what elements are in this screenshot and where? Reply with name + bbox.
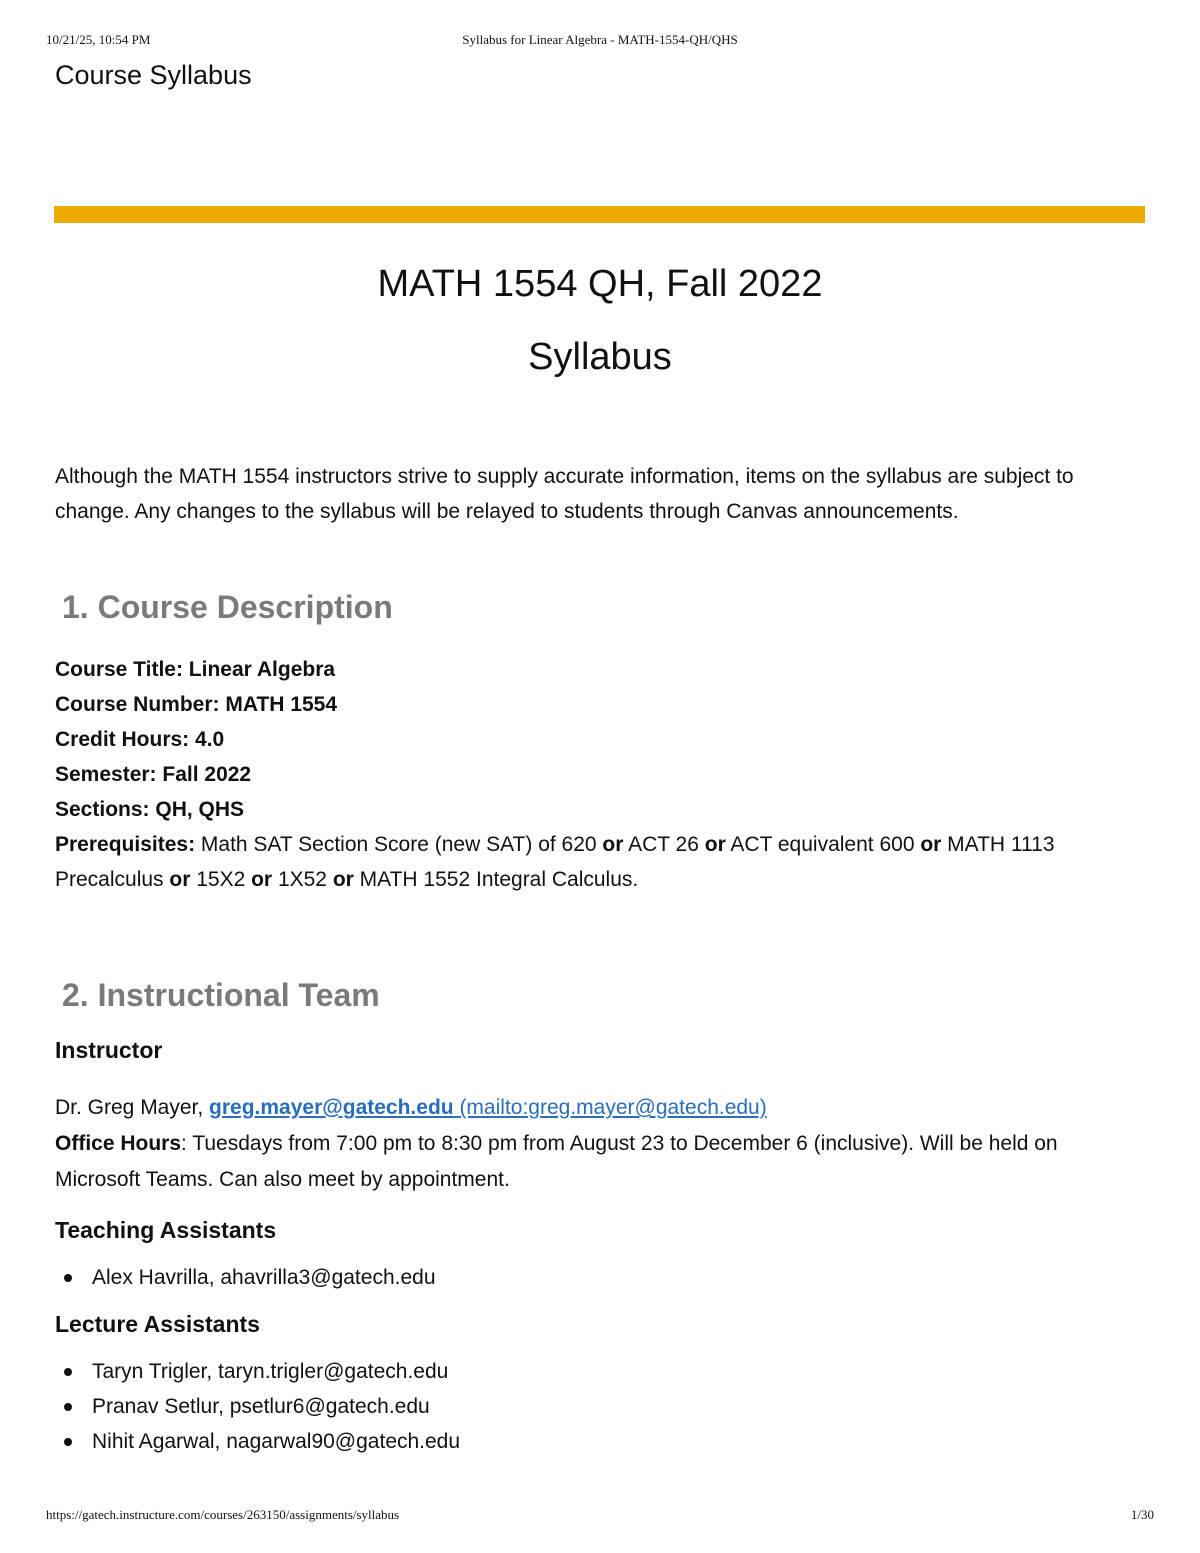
prereq-text: 15X2 (190, 868, 252, 891)
office-hours-text: : Tuesdays from 7:00 pm to 8:30 pm from August 23 to December 6 (inclusive). Will be held on Microsoft Teams. Can also meet by appointment. (55, 1132, 1058, 1191)
section-heading-course-description: 1. Course Description (62, 589, 393, 625)
prereq-or: or (704, 833, 726, 856)
list-item (62, 1260, 436, 1295)
section-heading-instructional-team: 2. Instructional Team (62, 977, 380, 1013)
prereq-or: or (332, 868, 354, 891)
prereq-or: or (602, 833, 624, 856)
semester-line: Semester: Fall 2022 (55, 763, 252, 786)
credit-hours-line: Credit Hours: 4.0 (55, 728, 225, 751)
bullet-icon (64, 1438, 72, 1446)
list-item-text: Taryn Trigler, taryn.trigler@gatech.edu (92, 1360, 449, 1383)
print-date: 10/21/25, 10:54 PM (46, 32, 151, 47)
list-item-text: Pranav Setlur, psetlur6@gatech.edu (92, 1395, 430, 1418)
instructor-contact-line (55, 1090, 1145, 1126)
office-hours-label: Office Hours (55, 1132, 182, 1155)
lecture-assistants-list (62, 1354, 460, 1459)
intro-paragraph: Although the MATH 1554 instructors strive to supply accurate information, items on the syllabus are subject to change. Any changes to the syllabus will be relayed to students through Canvas announcements. (55, 465, 1074, 523)
list-item (62, 1389, 460, 1424)
prereq-text: Math SAT Section Score (new SAT) of 620 (195, 833, 603, 856)
course-title-heading: MATH 1554 QH, Fall 2022 (377, 263, 823, 305)
course-number-line: Course Number: MATH 1554 (55, 693, 338, 716)
office-hours-line (55, 1126, 1145, 1198)
prereq-text: MATH 1552 Integral Calculus. (353, 868, 639, 891)
print-url: https://gatech.instructure.com/courses/263150/assignments/syllabus (46, 1507, 400, 1522)
syllabus-title-heading: Syllabus (528, 336, 672, 378)
prereq-or: or (920, 833, 942, 856)
print-page-number: 1/30 (1130, 1507, 1154, 1522)
list-item (62, 1424, 460, 1459)
prerequisites-label: Prerequisites: (55, 833, 196, 856)
accent-bar (54, 206, 1145, 223)
instructor-mailto: (mailto:greg.mayer@gatech.edu) (453, 1096, 767, 1119)
prereq-text: ACT equivalent 600 (725, 833, 921, 856)
instructor-block (55, 1090, 1145, 1198)
print-doc-title: Syllabus for Linear Algebra - MATH-1554-QH/QHS (462, 32, 738, 47)
bullet-icon (64, 1368, 72, 1376)
bullet-icon (64, 1274, 72, 1282)
course-title-line: Course Title: Linear Algebra (55, 658, 336, 681)
teaching-assistants-heading: Teaching Assistants (55, 1217, 277, 1243)
instructor-email: greg.mayer@gatech.edu (209, 1096, 454, 1119)
instructor-email-link[interactable] (209, 1096, 767, 1119)
prereq-text: ACT 26 (623, 833, 705, 856)
lecture-assistants-heading: Lecture Assistants (55, 1311, 260, 1337)
page-heading: Course Syllabus (55, 60, 252, 90)
instructor-heading: Instructor (55, 1037, 163, 1063)
list-item (62, 1354, 460, 1389)
prerequisites-line (55, 827, 1145, 897)
instructor-name: Dr. Greg Mayer, (55, 1096, 210, 1119)
prereq-or: or (169, 868, 191, 891)
prereq-or: or (251, 868, 273, 891)
course-info-block (55, 652, 1145, 897)
bullet-icon (64, 1403, 72, 1411)
sections-line: Sections: QH, QHS (55, 798, 245, 821)
prereq-text: 1X52 (272, 868, 333, 891)
list-item-text: Alex Havrilla, ahavrilla3@gatech.edu (92, 1266, 436, 1289)
list-item-text: Nihit Agarwal, nagarwal90@gatech.edu (92, 1430, 461, 1453)
prereq-text: MATH 1113 Precalculus (55, 833, 1055, 891)
teaching-assistants-list (62, 1260, 436, 1295)
